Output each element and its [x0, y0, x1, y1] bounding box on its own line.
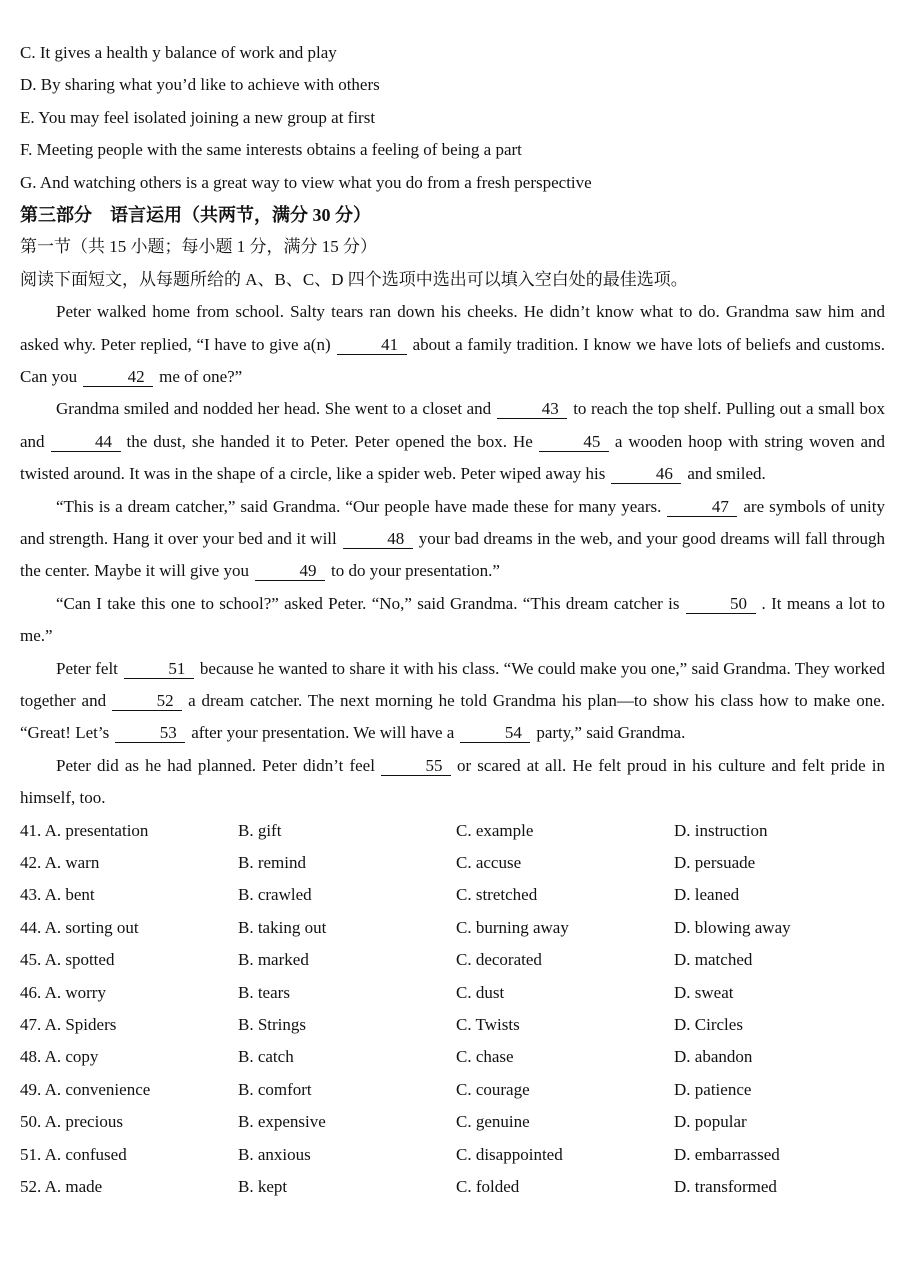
blank-55: 55 [381, 757, 451, 776]
question-number: 42. [20, 853, 42, 873]
previous-options [20, 37, 885, 199]
question-row [20, 815, 885, 847]
option-f: F. Meeting people with the same interests obtains a feeling of being a part [20, 140, 522, 160]
text: your bad dreams in the web, and your good dreams will fall through the center. Maybe it will give you [20, 528, 885, 581]
text: me of one?” [159, 366, 243, 386]
question-number: 47. [20, 1014, 42, 1034]
option-c: C. Twists [456, 1014, 520, 1034]
text: after your presentation. We will have a [191, 723, 455, 743]
text: . It means a lot to me.” [20, 593, 886, 646]
option-d: D. patience [674, 1079, 752, 1099]
question-row [20, 1139, 885, 1171]
paragraph-2 [20, 393, 885, 490]
option-c: C. example [456, 820, 534, 840]
question-row [20, 1074, 885, 1106]
option-c: C. decorated [456, 950, 542, 970]
option-b: B. catch [238, 1047, 294, 1067]
text: the dust, she handed it to Peter. Peter opened the box. He [126, 431, 533, 451]
option-b: B. anxious [238, 1144, 311, 1164]
option-b: B. crawled [238, 885, 312, 905]
exam-page [20, 37, 885, 1203]
option-d: D. matched [674, 950, 753, 970]
option-b: B. taking out [238, 917, 327, 937]
option-c: C. burning away [456, 917, 569, 937]
question-row [20, 847, 885, 879]
option-b: B. remind [238, 853, 306, 873]
blank-47: 47 [667, 498, 737, 517]
paragraph-6 [20, 750, 885, 815]
option-a-text: A. warn [44, 853, 100, 873]
question-row [20, 879, 885, 911]
question-row [20, 1041, 885, 1073]
option-a [20, 1009, 238, 1041]
option-b: B. expensive [238, 1112, 326, 1132]
blank-42: 42 [83, 368, 153, 387]
option-d: D. leaned [674, 885, 740, 905]
option-a-text: A. convenience [44, 1079, 151, 1099]
blank-44: 44 [51, 433, 121, 452]
option-c: C. folded [456, 1176, 520, 1196]
option-d: D. By sharing what you’d like to achieve with others [20, 75, 380, 95]
question-row [20, 1009, 885, 1041]
question-number: 49. [20, 1079, 42, 1099]
question-number: 50. [20, 1112, 42, 1132]
text: party,” said Grandma. [536, 723, 686, 743]
option-b: B. Strings [238, 1014, 307, 1034]
option-a [20, 1171, 238, 1203]
text: Peter walked home from school. Salty tears ran down his cheeks. He didn’t know what to do. Grandma saw him and asked why. Peter replied, “I have to give a(n) [20, 302, 885, 354]
option-c: C. dust [456, 982, 505, 1002]
option-a [20, 1106, 238, 1138]
text: “Can I take this one to school?” asked Peter. “No,” said Grandma. “This dream catcher is [56, 593, 680, 613]
text: Peter did as he had planned. Peter didn’t feel [56, 755, 375, 775]
question-number: 51. [20, 1144, 42, 1164]
option-d: D. popular [674, 1112, 747, 1132]
option-a-text: A. sorting out [44, 917, 139, 937]
option-d: D. abandon [674, 1047, 753, 1067]
paragraph-5 [20, 653, 885, 750]
option-b: B. gift [238, 820, 282, 840]
blank-50: 50 [686, 595, 756, 614]
question-row [20, 1171, 885, 1203]
option-c: C. disappointed [456, 1144, 563, 1164]
subsection-title: 第一节（共 15 小题；每小题 1 分，满分 15 分） [20, 237, 377, 257]
question-row [20, 977, 885, 1009]
option-b: B. tears [238, 982, 290, 1002]
option-a-text: A. Spiders [44, 1014, 117, 1034]
option-c: C. chase [456, 1047, 514, 1067]
paragraph-4 [20, 588, 885, 653]
option-a [20, 944, 238, 976]
paragraph-3 [20, 491, 885, 588]
option-a [20, 912, 238, 944]
instruction: 阅读下面短文，从每题所给的 A、B、C、D 四个选项中选出可以填入空白处的最佳选项。 [20, 269, 688, 289]
option-a [20, 1139, 238, 1171]
option-b: B. kept [238, 1176, 288, 1196]
option-c: C. courage [456, 1079, 530, 1099]
question-number: 45. [20, 950, 42, 970]
paragraph-1 [20, 296, 885, 393]
question-number: 43. [20, 885, 42, 905]
question-row [20, 912, 885, 944]
option-d: D. persuade [674, 853, 756, 873]
blank-46: 46 [611, 465, 681, 484]
option-d: D. blowing away [674, 917, 791, 937]
question-row [20, 1106, 885, 1138]
option-g: G. And watching others is a great way to view what you do from a fresh perspective [20, 172, 592, 192]
option-d: D. instruction [674, 820, 768, 840]
text: or scared at all. He felt proud in his culture and felt pride in himself, too. [20, 755, 885, 808]
blank-45: 45 [539, 433, 609, 452]
option-d: D. sweat [674, 982, 734, 1002]
text: to do your presentation.” [330, 561, 500, 581]
text: are symbols of unity and strength. Hang it over your bed and it will [20, 496, 885, 548]
text: and smiled. [687, 464, 766, 484]
text: a dream catcher. The next morning he told Grandma his plan—to show his class how to make one. “Great! Let’s [20, 691, 886, 743]
blank-53: 53 [115, 724, 185, 743]
option-c: C. accuse [456, 853, 522, 873]
option-a [20, 1074, 238, 1106]
blank-52: 52 [112, 692, 182, 711]
option-a [20, 879, 238, 911]
question-number: 48. [20, 1047, 42, 1067]
option-a [20, 847, 238, 879]
text: because he wanted to share it with his class. “We could make you one,” said Grandma. They worked together and [20, 658, 885, 710]
question-number: 41. [20, 820, 42, 840]
text: to reach the top shelf. Pulling out a small box and [20, 399, 885, 451]
option-a-text: A. confused [44, 1144, 127, 1164]
blank-54: 54 [460, 724, 530, 743]
option-a-text: A. spotted [44, 950, 115, 970]
option-a [20, 1041, 238, 1073]
text: Peter felt [56, 658, 118, 678]
option-b: B. comfort [238, 1079, 312, 1099]
blank-51: 51 [124, 660, 194, 679]
blank-43: 43 [497, 400, 567, 419]
option-a-text: A. bent [44, 885, 95, 905]
question-options [20, 815, 885, 1204]
text: “This is a dream catcher,” said Grandma. “Our people have made these for many years. [56, 496, 662, 516]
option-d: D. transformed [674, 1176, 777, 1196]
question-number: 46. [20, 982, 42, 1002]
option-d: D. embarrassed [674, 1144, 780, 1164]
option-a [20, 815, 238, 847]
blank-48: 48 [343, 530, 413, 549]
option-c: C. genuine [456, 1112, 530, 1132]
option-c: C. stretched [456, 885, 538, 905]
section-title: 第三部分 语言运用（共两节，满分 30 分） [20, 204, 371, 225]
option-c: C. It gives a health y balance of work and play [20, 43, 337, 62]
option-d: D. Circles [674, 1014, 743, 1034]
text: a wooden hoop with string woven and twisted around. It was in the shape of a circle, like a spider web. Peter wiped away his [20, 431, 885, 484]
blank-41: 41 [337, 336, 407, 355]
option-a [20, 977, 238, 1009]
text: Grandma smiled and nodded her head. She went to a closet and [56, 399, 492, 419]
option-a-text: A. precious [44, 1112, 123, 1132]
question-number: 44. [20, 917, 42, 937]
option-e: E. You may feel isolated joining a new group at first [20, 107, 376, 127]
option-a-text: A. worry [44, 982, 106, 1002]
option-a-text: A. copy [44, 1047, 99, 1067]
text: about a family tradition. I know we have lots of beliefs and customs. Can you [20, 334, 885, 386]
option-b: B. marked [238, 950, 309, 970]
question-row [20, 944, 885, 976]
question-number: 52. [20, 1176, 42, 1196]
option-a-text: A. made [44, 1176, 103, 1196]
option-a-text: A. presentation [44, 820, 149, 840]
blank-49: 49 [255, 562, 325, 581]
